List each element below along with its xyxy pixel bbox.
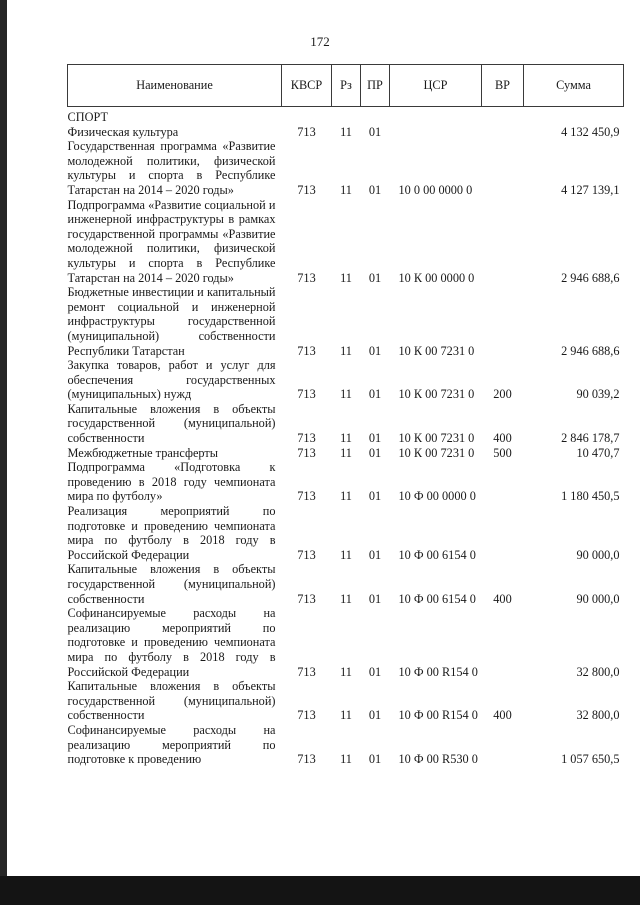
cell-sum: 2 946 688,6	[561, 270, 620, 285]
cell-sum: 32 800,0	[576, 708, 620, 723]
cell-csr: 10 Ф 00 6154 0	[398, 547, 476, 562]
cell-sum: 90 000,0	[576, 591, 620, 606]
cell-pr: 01	[368, 547, 382, 562]
cell-pr: 01	[368, 182, 382, 197]
cell-name: Софинансируемые расходы на реализацию мероприятий по подготовке и проведению чемпионата мира по футболу в 2018 году в Российской Федерации	[67, 606, 276, 679]
cell-name: Государственная программа «Развитие молодежной политики, физической культуры и спорта в Республике Татарстан на 2014 – 2020 годы»	[67, 139, 276, 197]
cell-csr: 10 К 00 7231 0	[398, 387, 475, 402]
cell-vr	[482, 285, 524, 358]
cell-pr: 01	[368, 124, 382, 139]
cell-name: Реализация мероприятий по подготовке и проведению чемпионата мира по футболу в 2018 году в Российской Федерации	[67, 504, 276, 562]
cell-sum: 1 180 450,5	[561, 489, 620, 504]
cell-rz: 11	[340, 708, 352, 723]
cell-pr: 01	[368, 343, 382, 358]
cell-pr: 01	[368, 664, 382, 679]
table-row	[68, 679, 624, 723]
cell-pr: 01	[368, 431, 382, 446]
cell-sum: 90 000,0	[576, 547, 620, 562]
table-row	[68, 358, 624, 402]
header-sum: Сумма	[524, 65, 624, 107]
cell-rz: 11	[340, 489, 352, 504]
page-number: 172	[310, 34, 330, 49]
scan-left-edge	[0, 0, 7, 905]
cell-kvsr: 713	[297, 270, 316, 285]
cell-vr	[482, 504, 524, 562]
cell-vr: 400	[493, 591, 512, 606]
cell-vr	[482, 723, 524, 767]
header-vr: ВР	[482, 65, 524, 107]
cell-name: Закупка товаров, работ и услуг для обеспечения государственных (муниципальных) нужд	[67, 358, 276, 402]
cell-sum: 10 470,7	[576, 445, 620, 460]
cell-csr: 10 Ф 00 R530 0	[398, 752, 478, 767]
cell-pr: 01	[368, 489, 382, 504]
cell-name: Физическая культура	[67, 124, 179, 139]
cell-sum: 2 946 688,6	[561, 343, 620, 358]
scan-bottom-edge	[0, 876, 640, 905]
cell-csr: 10 Ф 00 0000 0	[398, 489, 476, 504]
table-row	[68, 606, 624, 679]
cell-sum: 90 039,2	[576, 387, 620, 402]
cell-vr: 200	[493, 387, 512, 402]
cell-rz: 11	[340, 343, 352, 358]
cell-kvsr: 713	[297, 182, 316, 197]
cell-vr	[482, 125, 524, 140]
cell-csr: 10 Ф 00 R154 0	[398, 664, 478, 679]
cell-vr	[482, 606, 524, 679]
cell-rz: 11	[340, 445, 352, 460]
cell-csr: 10 Ф 00 R154 0	[398, 708, 478, 723]
header-name: Наименование	[68, 65, 282, 107]
cell-rz: 11	[340, 752, 352, 767]
cell-kvsr: 713	[297, 708, 316, 723]
cell-kvsr: 713	[297, 664, 316, 679]
cell-sum: 2 846 178,7	[561, 431, 620, 446]
cell-vr: 500	[493, 445, 512, 460]
cell-sum: 32 800,0	[576, 664, 620, 679]
cell-pr: 01	[368, 387, 382, 402]
cell-vr	[482, 198, 524, 286]
header-kvsr: КВСР	[282, 65, 332, 107]
header-rz: Рз	[332, 65, 361, 107]
cell-rz: 11	[340, 664, 352, 679]
cell-csr: 10 К 00 7231 0	[398, 445, 475, 460]
cell-rz: 11	[340, 387, 352, 402]
table-row	[68, 504, 624, 562]
cell-name: Капитальные вложения в объекты государственной (муниципальной) собственности	[67, 401, 276, 446]
cell-pr: 01	[368, 708, 382, 723]
cell-name: Подпрограмма «Развитие социальной и инженерной инфраструктуры в рамках государственной программы «Развитие молодежной политики, физической культуры и спорта в Республике Татарстан на 2014 – 2020 годы»	[67, 197, 276, 285]
cell-vr: 400	[493, 708, 512, 723]
cell-csr: 10 К 00 7231 0	[398, 343, 475, 358]
table-row	[68, 460, 624, 504]
cell-rz: 11	[340, 547, 352, 562]
table-row	[68, 402, 624, 446]
table-row	[68, 446, 624, 461]
cell-name: Софинансируемые расходы на реализацию мероприятий по подготовке к проведению	[67, 722, 276, 767]
cell-kvsr: 713	[297, 489, 316, 504]
cell-sum: 4 132 450,9	[561, 124, 620, 139]
table-row	[68, 562, 624, 606]
cell-vr	[482, 139, 524, 197]
cell-name: Подпрограмма «Подготовка к проведению в 2018 году чемпионата мира по футболу»	[67, 460, 276, 504]
cell-rz: 11	[340, 124, 352, 139]
cell-kvsr: 713	[297, 547, 316, 562]
cell-rz: 11	[340, 591, 352, 606]
cell-pr: 01	[368, 591, 382, 606]
cell-rz: 11	[340, 270, 352, 285]
cell-vr: 400	[493, 431, 512, 446]
cell-csr: 10 К 00 7231 0	[398, 431, 475, 446]
header-csr: ЦСР	[390, 65, 482, 107]
table-row	[68, 198, 624, 286]
cell-kvsr: 713	[297, 343, 316, 358]
cell-rz: 11	[340, 182, 352, 197]
cell-kvsr: 713	[297, 752, 316, 767]
cell-kvsr: 713	[297, 431, 316, 446]
budget-table	[67, 64, 624, 767]
cell-pr: 01	[368, 445, 382, 460]
table-row	[68, 723, 624, 767]
section-title: СПОРТ	[67, 110, 108, 124]
cell-kvsr: 713	[297, 591, 316, 606]
section-row	[68, 107, 624, 125]
cell-name: Межбюджетные трансферты	[67, 445, 219, 460]
cell-csr: 10 0 00 0000 0	[398, 182, 473, 197]
cell-sum: 4 127 139,1	[561, 182, 620, 197]
cell-csr	[390, 125, 482, 140]
cell-pr: 01	[368, 270, 382, 285]
cell-kvsr: 713	[297, 445, 316, 460]
table-row	[68, 139, 624, 197]
cell-rz: 11	[340, 431, 352, 446]
cell-vr	[482, 460, 524, 504]
cell-kvsr: 713	[297, 124, 316, 139]
cell-name: Бюджетные инвестиции и капитальный ремонт социальной и инженерной инфраструктуры государственной (муниципальной) собственности Республики Татарстан	[67, 285, 276, 358]
cell-kvsr: 713	[297, 387, 316, 402]
table-header-row	[68, 65, 624, 107]
cell-sum: 1 057 650,5	[561, 752, 620, 767]
cell-csr: 10 К 00 0000 0	[398, 270, 475, 285]
table-row	[68, 285, 624, 358]
cell-name: Капитальные вложения в объекты государственной (муниципальной) собственности	[67, 562, 276, 606]
cell-name: Капитальные вложения в объекты государственной (муниципальной) собственности	[67, 679, 276, 723]
cell-pr: 01	[368, 752, 382, 767]
table-row	[68, 125, 624, 140]
header-pr: ПР	[361, 65, 390, 107]
cell-csr: 10 Ф 00 6154 0	[398, 591, 476, 606]
